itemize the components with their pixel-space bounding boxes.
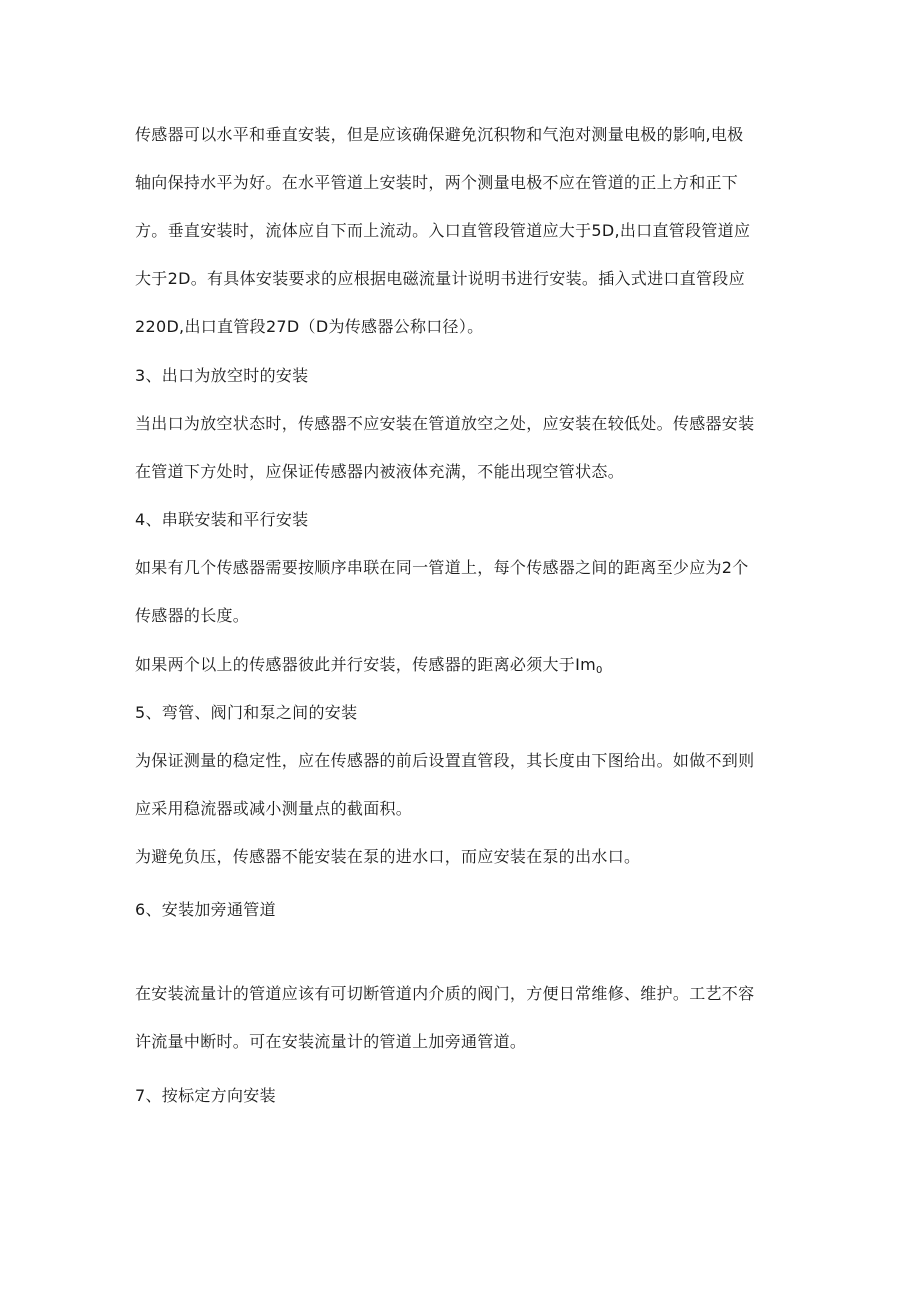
paragraph-line <box>135 654 603 682</box>
subscript-text: 0 <box>596 665 603 676</box>
paragraph-line: 在安装流量计的管道应该有可切断管道内介质的阀门，方便日常维修、维护。工艺不容 <box>135 984 755 1003</box>
paragraph-line: 大于2D。有具体安装要求的应根据电磁流量计说明书进行安装。插入式进口直管段应 <box>135 269 745 288</box>
paragraph-line: 在管道下方处时，应保证传感器内被液体充满，不能出现空管状态。 <box>135 462 625 481</box>
paragraph-line: 许流量中断时。可在安装流量计的管道上加旁通管道。 <box>135 1032 527 1051</box>
paragraph-line: 如果有几个传感器需要按顺序串联在同一管道上，每个传感器之间的距离至少应为2个 <box>135 558 749 577</box>
paragraph-line: 轴向保持水平为好。在水平管道上安装时，两个测量电极不应在管道的正上方和正下 <box>135 173 739 192</box>
paragraph-line: 220D,出口直管段27D（D为传感器公称口径）。 <box>135 317 484 336</box>
section-heading-6: 6、安装加旁通管道 <box>135 900 276 919</box>
paragraph-line: 传感器的长度。 <box>135 606 250 625</box>
paragraph-line: 为避免负压，传感器不能安装在泵的进水口，而应安装在泵的出水口。 <box>135 847 641 866</box>
section-heading-5: 5、弯管、阀门和泵之间的安装 <box>135 703 358 722</box>
section-heading-7: 7、按标定方向安装 <box>135 1086 276 1105</box>
section-heading-3: 3、出口为放空时的安装 <box>135 366 309 385</box>
paragraph-line: 当出口为放空状态时，传感器不应安装在管道放空之处，应安装在较低处。传感器安装 <box>135 414 755 433</box>
paragraph-line: 应采用稳流器或减小测量点的截面积。 <box>135 799 413 818</box>
paragraph-line: 为保证测量的稳定性，应在传感器的前后设置直管段，其长度由下图给出。如做不到则 <box>135 751 755 770</box>
paragraph-text: 如果两个以上的传感器彼此并行安装，传感器的距离必须大于Im <box>135 655 597 674</box>
paragraph-line: 传感器可以水平和垂直安装，但是应该确保避免沉积物和气泡对测量电极的影响,电极 <box>135 125 744 144</box>
paragraph-line: 方。垂直安装时，流体应自下而上流动。入口直管段管道应大于5D,出口直管段管道应 <box>135 221 751 240</box>
section-heading-4: 4、串联安装和平行安装 <box>135 510 309 529</box>
